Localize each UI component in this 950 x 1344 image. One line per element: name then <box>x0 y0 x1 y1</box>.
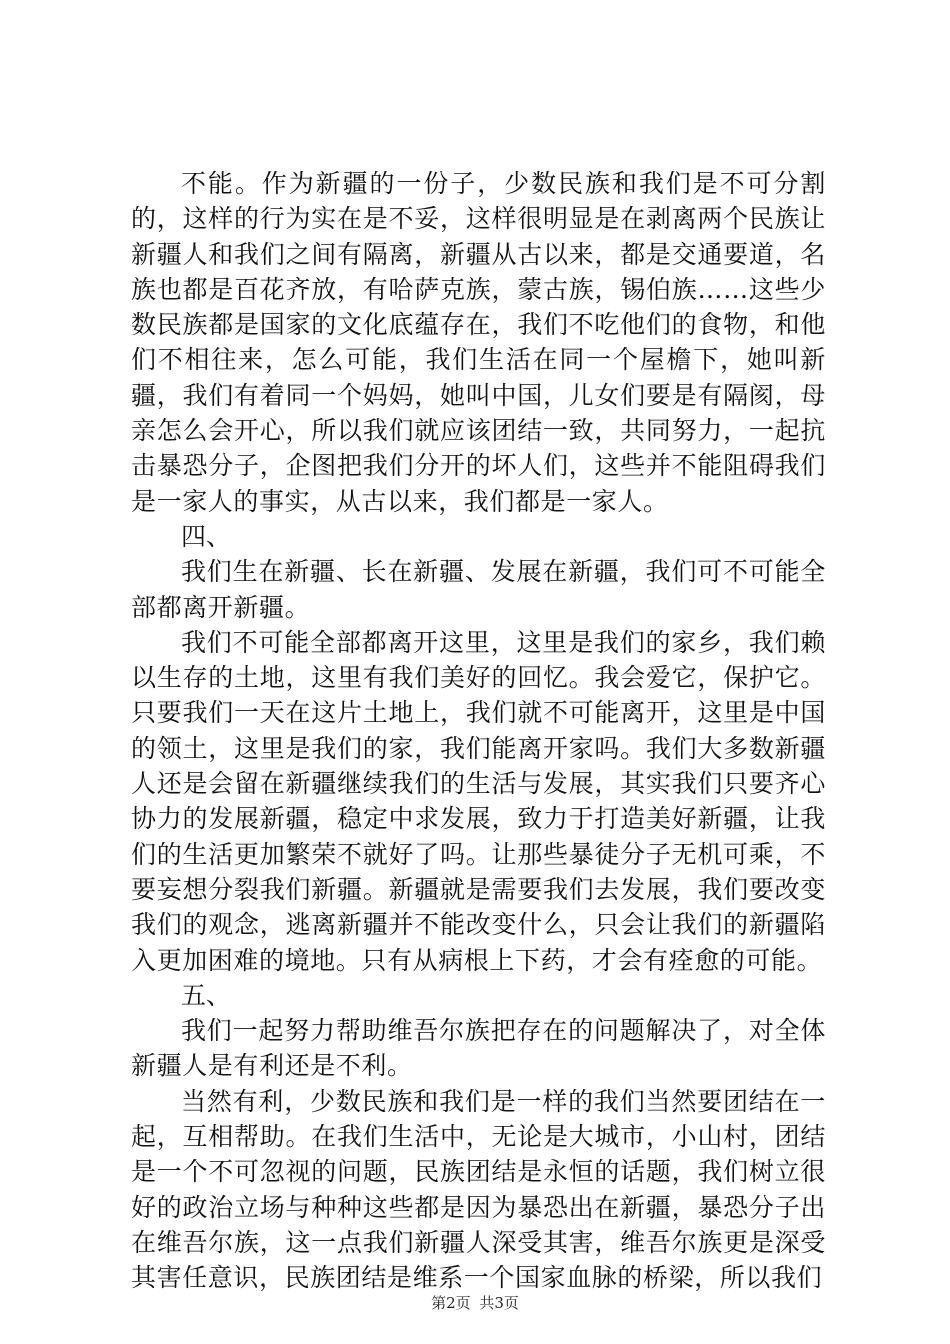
page-number: 第2页 <box>431 1294 471 1312</box>
paragraph-continuation: 不能。作为新疆的一份子，少数民族和我们是不可分割的，这样的行为实在是不妥，这样很明显是在剥离两个民族让新疆人和我们之间有隔离，新疆从古以来，都是交通要道，名族也都是百花齐放，有哈萨克族，蒙古族，锡伯族……这些少数民族都是国家的文化底蕴存在，我们不吃他们的食物，和他们不相往来，怎么可能，我们生活在同一个屋檐下，她叫新疆，我们有着同一个妈妈，她叫中国，儿女们要是有隔阂，母亲怎么会开心，所以我们就应该团结一致，共同努力，一起抗击暴恐分子，企图把我们分开的坏人们，这些并不能阻碍我们是一家人的事实，从古以来，我们都是一家人。 <box>131 169 826 516</box>
question-paragraph-five: 我们一起努力帮助维吾尔族把存在的问题解决了，对全体新疆人是有利还是不利。 <box>131 1016 826 1081</box>
page-footer <box>0 1292 950 1313</box>
page-total: 共3页 <box>479 1294 519 1312</box>
question-paragraph-four: 我们生在新疆、长在新疆、发展在新疆，我们可不可能全部都离开新疆。 <box>131 557 826 622</box>
document-body <box>131 166 826 1296</box>
section-heading-five: 五、 <box>181 980 232 1010</box>
section-heading-four: 四、 <box>181 521 232 551</box>
answer-paragraph-five: 当然有利，少数民族和我们是一样的我们当然要团结在一起，互相帮助。在我们生活中，无论是大城市，小山村，团结是一个不可忽视的问题，民族团结是永恒的话题，我们树立很好的政治立场与种种这些都是因为暴恐出在新疆，暴恐分子出在维吾尔族，这一点我们新疆人深受其害，维吾尔族更是深受其害任意识，民族团结是维系一个国家血脉的桥梁，所以我们 <box>131 1086 826 1293</box>
answer-paragraph-four: 我们不可能全部都离开这里，这里是我们的家乡，我们赖以生存的土地，这里有我们美好的回忆。我会爱它，保护它。只要我们一天在这片土地上，我们就不可能离开，这里是中国的领土，这里是我们的家，我们能离开家吗。我们大多数新疆人还是会留在新疆继续我们的生活与发展，其实我们只要齐心协力的发展新疆，稳定中求发展，致力于打造美好新疆，让我们的生活更加繁荣不就好了吗。让那些暴徒分子无机可乘，不要妄想分裂我们新疆。新疆就是需要我们去发展，我们要改变我们的观念，逃离新疆并不能改变什么，只会让我们的新疆陷入更加困难的境地。只有从病根上下药，才会有痊愈的可能。 <box>131 627 826 975</box>
